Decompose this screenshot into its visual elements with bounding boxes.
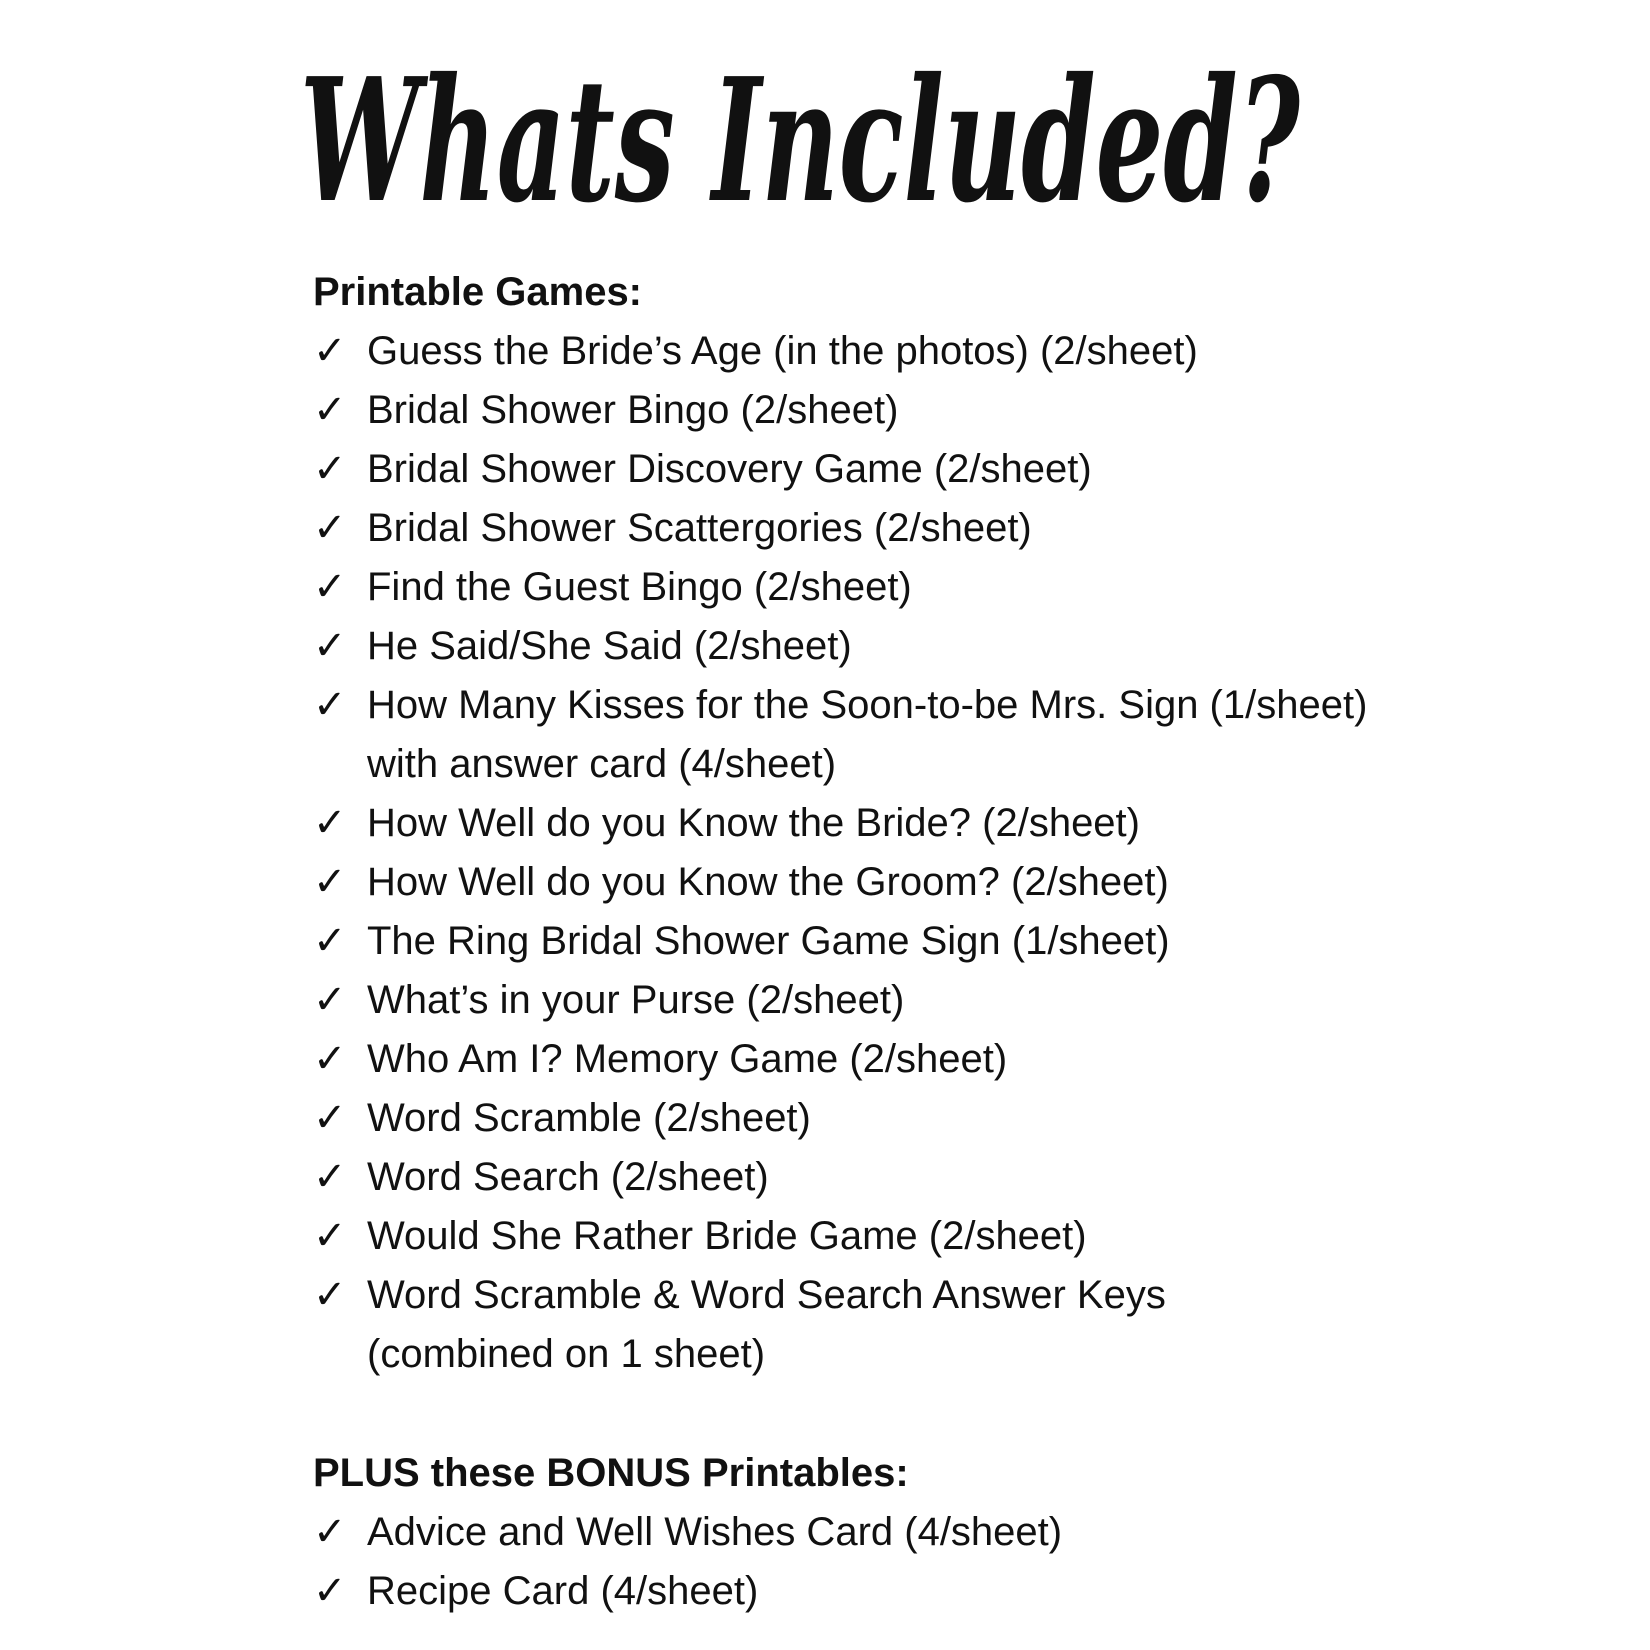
check-mark-icon: ✓ — [313, 1510, 347, 1554]
list-item-line: Find the Guest Bingo (2/sheet) — [367, 565, 912, 609]
list-item-line: Word Scramble (2/sheet) — [367, 1096, 811, 1140]
section-spacer — [313, 1384, 1613, 1443]
list-item — [313, 558, 1613, 617]
check-mark-icon: ✓ — [313, 1273, 347, 1317]
script-title — [300, 40, 1360, 250]
list-item-text — [367, 1030, 1007, 1089]
list-item-text — [367, 440, 1092, 499]
check-mark-icon: ✓ — [313, 801, 347, 845]
list-item-line: The Ring Bridal Shower Game Sign (1/sheet) — [367, 919, 1170, 963]
list-item-line: Would She Rather Bride Game (2/sheet) — [367, 1214, 1087, 1258]
list-item — [313, 794, 1613, 853]
list-item — [313, 1089, 1613, 1148]
list-item-text — [367, 912, 1170, 971]
check-mark-icon: ✓ — [313, 1096, 347, 1140]
list-item-line: Word Search (2/sheet) — [367, 1155, 769, 1199]
list-item — [313, 1030, 1613, 1089]
list-item-text — [367, 853, 1169, 912]
check-mark-icon: ✓ — [313, 565, 347, 609]
list-item-text — [367, 322, 1198, 381]
list-item-text — [367, 617, 852, 676]
list-item — [313, 971, 1613, 1030]
list-item-line: Bridal Shower Scattergories (2/sheet) — [367, 506, 1032, 550]
bonus-printables-list — [313, 1503, 1613, 1621]
list-item-text — [367, 1562, 758, 1621]
check-mark-icon: ✓ — [313, 506, 347, 550]
list-item-text — [367, 1207, 1087, 1266]
list-item — [313, 1266, 1613, 1384]
list-item-line: Bridal Shower Discovery Game (2/sheet) — [367, 447, 1092, 491]
list-item — [313, 499, 1613, 558]
check-mark-icon: ✓ — [313, 388, 347, 432]
check-mark-icon: ✓ — [313, 624, 347, 668]
check-mark-icon: ✓ — [313, 1569, 347, 1613]
list-item — [313, 440, 1613, 499]
check-mark-icon: ✓ — [313, 860, 347, 904]
list-item — [313, 853, 1613, 912]
list-item-text — [367, 558, 912, 617]
printable-games-list — [313, 322, 1613, 1384]
included-list — [313, 262, 1613, 1621]
check-mark-icon: ✓ — [313, 1037, 347, 1081]
check-mark-icon: ✓ — [313, 919, 347, 963]
check-mark-icon: ✓ — [313, 329, 347, 373]
printable-games-heading: Printable Games: — [313, 270, 643, 314]
list-item — [313, 1148, 1613, 1207]
list-item-line: How Well do you Know the Groom? (2/sheet) — [367, 860, 1169, 904]
list-item-line: with answer card (4/sheet) — [367, 742, 837, 786]
check-mark-icon: ✓ — [313, 1155, 347, 1199]
check-mark-icon: ✓ — [313, 683, 347, 727]
list-item-text — [367, 676, 1367, 794]
check-mark-icon: ✓ — [313, 978, 347, 1022]
check-mark-icon: ✓ — [313, 1214, 347, 1258]
check-mark-icon: ✓ — [313, 447, 347, 491]
list-item-line: He Said/She Said (2/sheet) — [367, 624, 852, 668]
script-title-text: Whats Included? — [300, 41, 1301, 241]
script-title-art — [300, 40, 1360, 250]
list-item — [313, 617, 1613, 676]
list-item — [313, 381, 1613, 440]
list-item-text — [367, 1503, 1062, 1562]
list-item — [313, 322, 1613, 381]
list-item-text — [367, 499, 1032, 558]
list-item-line: (combined on 1 sheet) — [367, 1332, 766, 1376]
list-item-line: Who Am I? Memory Game (2/sheet) — [367, 1037, 1008, 1081]
list-item-text — [367, 1266, 1166, 1384]
list-item-line: Word Scramble & Word Search Answer Keys — [367, 1273, 1166, 1317]
list-item-line: What’s in your Purse (2/sheet) — [367, 978, 905, 1022]
list-item-line: Advice and Well Wishes Card (4/sheet) — [367, 1510, 1063, 1554]
list-item-line: Recipe Card (4/sheet) — [367, 1569, 759, 1613]
list-item-line: How Many Kisses for the Soon-to-be Mrs. Sign (1/sheet) — [367, 683, 1368, 727]
list-item — [313, 1503, 1613, 1562]
list-item-line: Bridal Shower Bingo (2/sheet) — [367, 388, 899, 432]
list-item-text — [367, 971, 904, 1030]
bonus-printables-heading: PLUS these BONUS Printables: — [313, 1451, 909, 1495]
list-item — [313, 912, 1613, 971]
list-item — [313, 1562, 1613, 1621]
list-item-text — [367, 794, 1140, 853]
list-item-line: How Well do you Know the Bride? (2/sheet) — [367, 801, 1140, 845]
list-item-text — [367, 381, 898, 440]
list-item-text — [367, 1148, 769, 1207]
list-item-line: Guess the Bride’s Age (in the photos) (2/sheet) — [367, 329, 1198, 373]
list-item — [313, 1207, 1613, 1266]
list-item — [313, 676, 1613, 794]
list-item-text — [367, 1089, 811, 1148]
